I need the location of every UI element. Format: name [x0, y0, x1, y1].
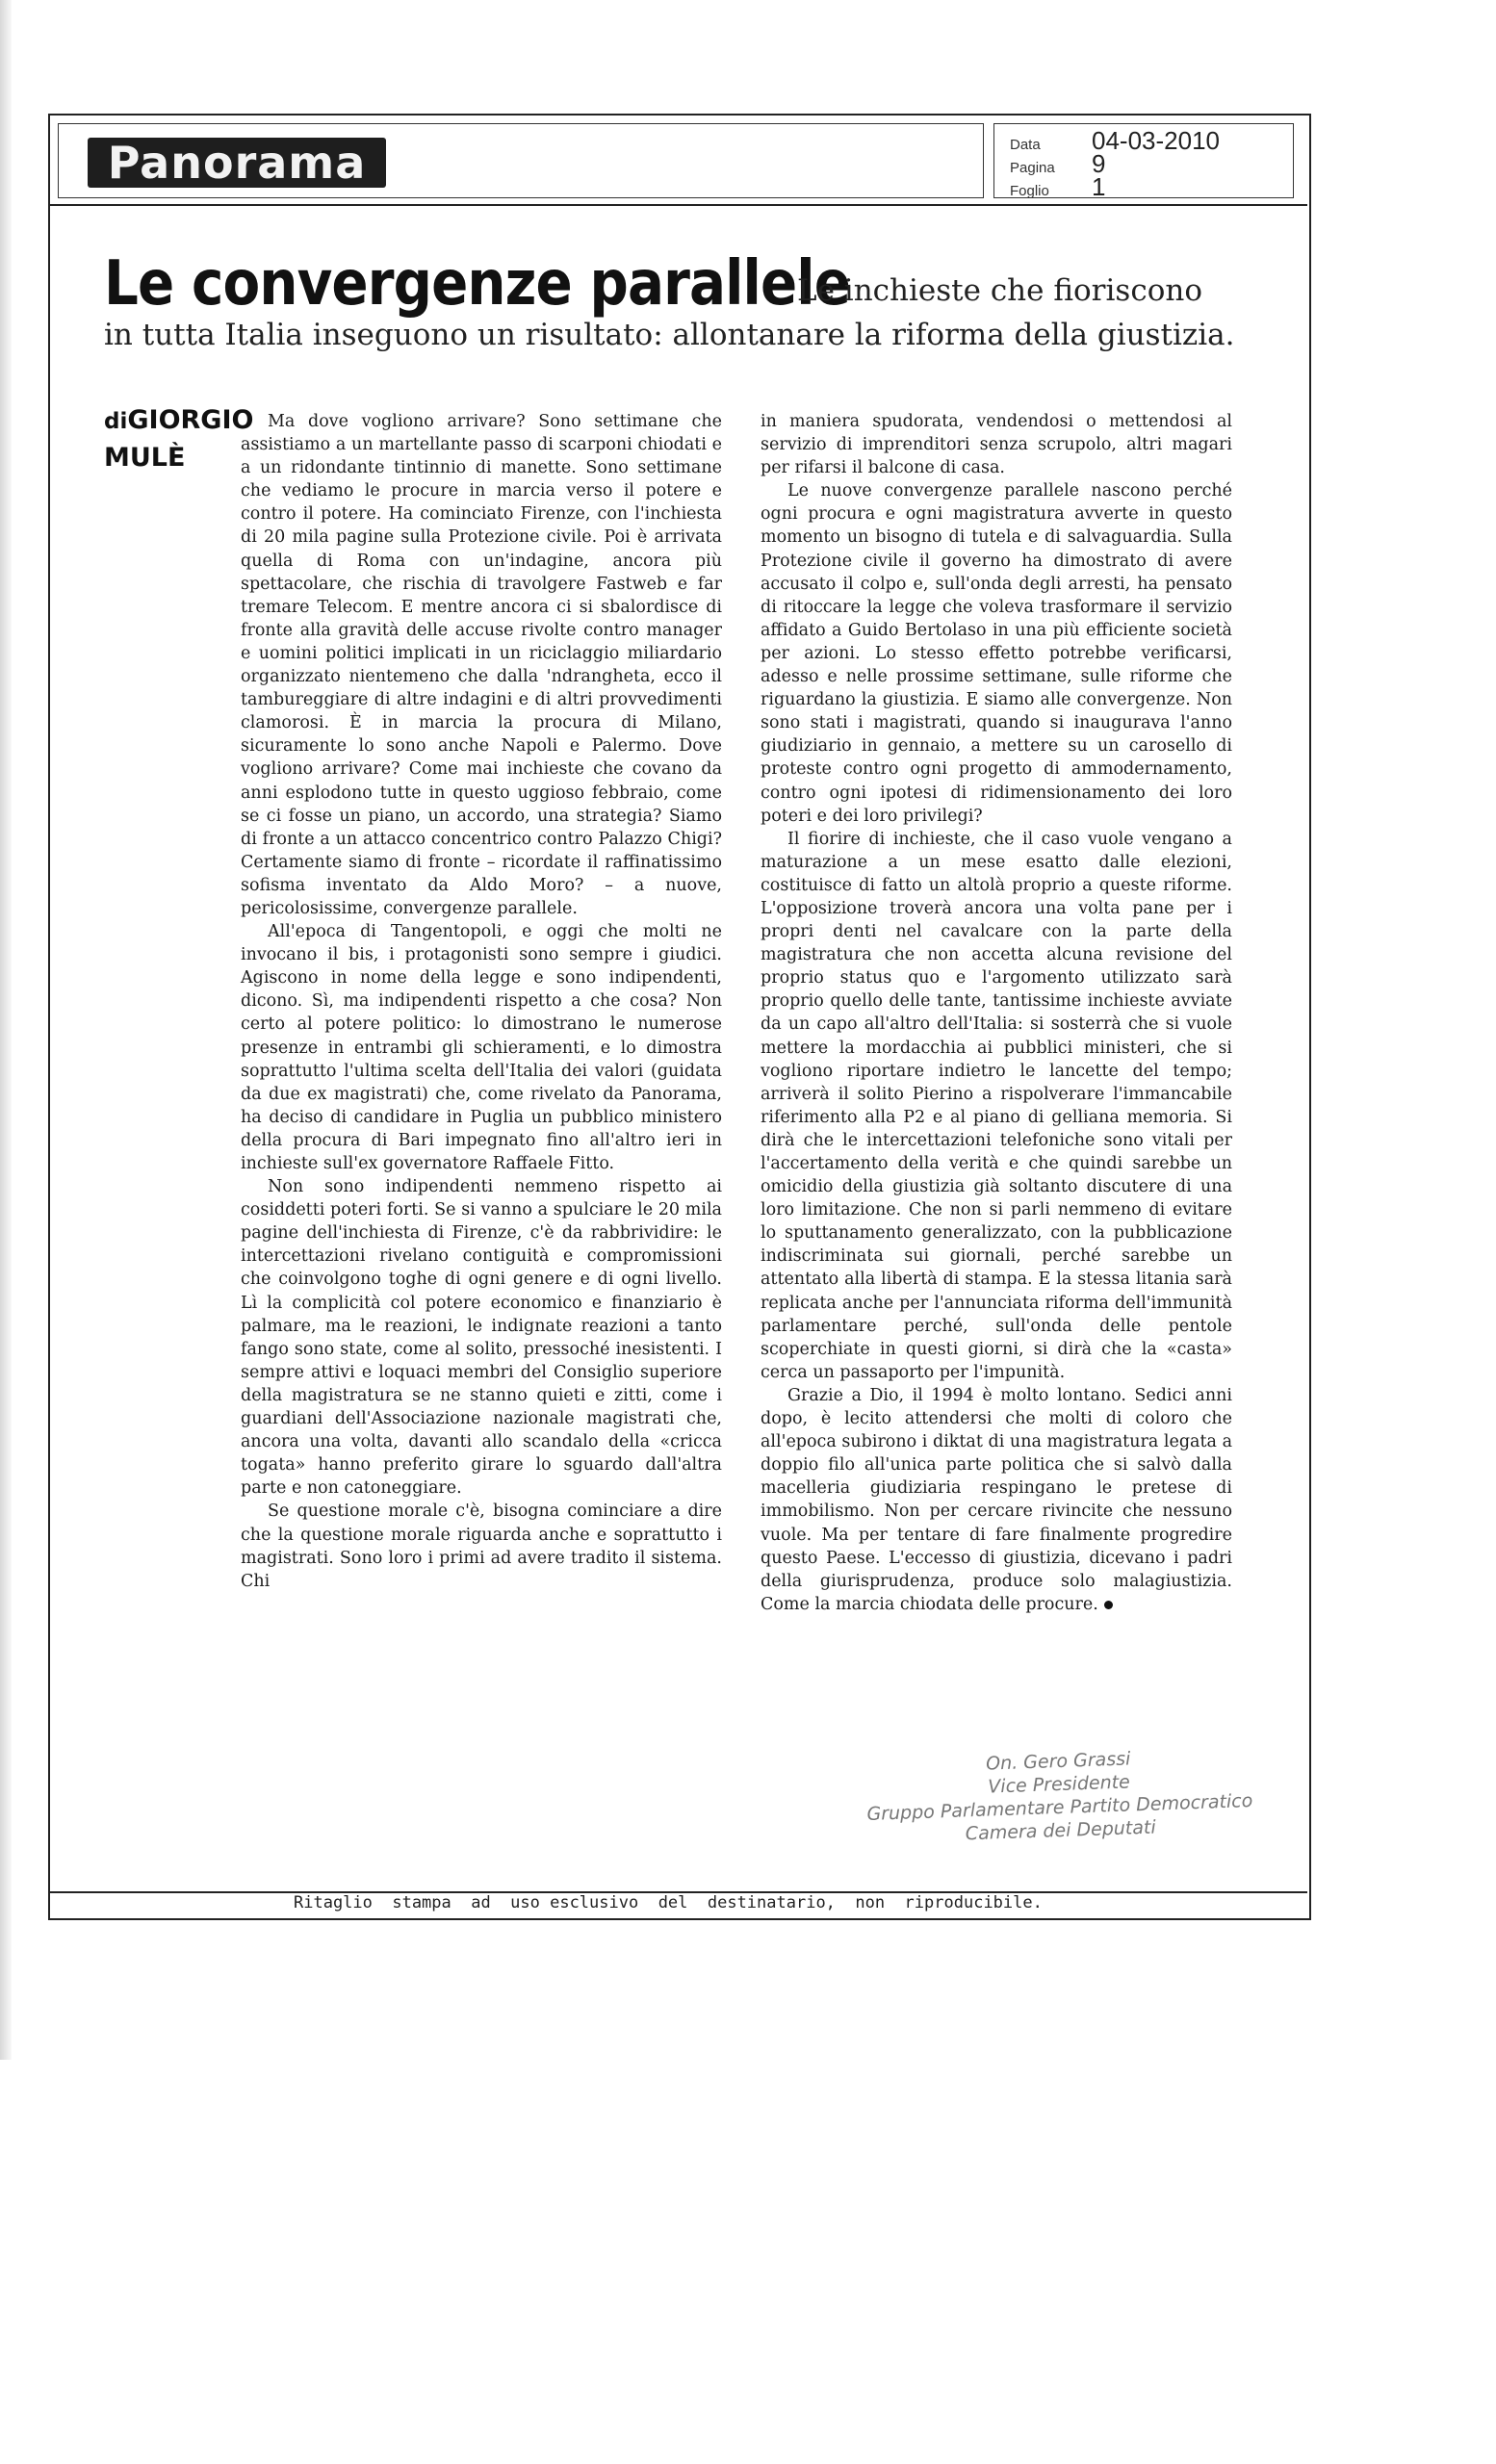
meta-sheet — [1010, 172, 1105, 202]
clipping-meta — [993, 123, 1294, 201]
logo-text: Panorama — [107, 137, 367, 189]
paragraph: Il fiorire di inchieste, che il caso vuole vengano a maturazione a un mese esatto dalle elezioni, costituisce di fatto un altolà proprio a queste riforme. L'opposizione troverà ancora una volta pane per i propri denti nel cavalcare con la parte della magistratura che non accetta alcuna revisione del proprio status quo e l'argomento utilizzato sarà proprio quello delle tante, tantissime inchieste avviate da un capo all'altro dell'Italia: si sosterrà che si vuole mettere la mordacchia ai pubblici ministeri, che si vogliono riportare indietro le lancette del tempo; arriverà il solito Pierino a rispolverare l'immancabile riferimento alla P2 e al piano di gelliana memoria. Si dirà che le intercettazioni telefoniche sono vitali per l'accertamento della verità e che quindi sarebbe un omicidio della giustizia già soltanto discutere di una loro limitazione. Che non si parli nemmeno di evitare lo sputtanamento generalizzato, con la pubblicazione indiscriminata sui giornali, perché sarebbe un attentato alla libertà di stampa. E la stessa litania sarà replicata anche per l'annunciata riforma dell'immunità parlamentare perché, sull'onda delle pentole scoperchiate in questi giorni, si dirà che la «casta» cerca un passaporto per l'impunità. — [761, 829, 1232, 1382]
article-deck-line1: Le inchieste che fioriscono — [797, 273, 1202, 308]
stamp-line1: On. Gero Grassi — [985, 1748, 1131, 1775]
clipping-header — [48, 114, 1307, 206]
headline-block — [104, 248, 1259, 352]
clip-notice: Ritaglio stampa ad uso esclusivo del destinatario, non riproducibile. — [294, 1893, 1043, 1912]
date-value: 04-03-2010 — [1092, 126, 1220, 155]
paragraph: Ma dove vogliono arrivare? Sono settimane che assistiamo a un martellante passo di scarponi chiodati e a un ridondante tintinnio di manette. Sono settimane che vediamo le procure in marcia verso il potere e contro il potere. Ha cominciato Firenze, con l'inchiesta di 20 mila pagine sulla Protezione civile. Poi è arrivata quella di Roma con un'indagine, ancora più spettacolare, che rischia di travolgere Fastweb e far tremare Telecom. E mentre ancora ci si sbalordisce di fronte alla gravità delle accuse rivolte contro manager e uomini politici implicati in un riciclaggio miliardario organizzato nientemeno che dalla 'ndrangheta, ecco il tambureggiare di altre indagini e di altri provvedimenti clamorosi. È in marcia la procura di Milano, sicuramente lo sono anche Napoli e Palermo. Dove vogliono arrivare? Come mai inchieste che covano da anni esplodono tutte in questo uggioso febbraio, come se ci fosse un piano, un accordo, una strategia? Siamo di fronte a un attacco concentrico contro Palazzo Chigi? Certamente siamo di fronte – ricordate il raffinatissimo sofisma inventato da Aldo Moro? – a nuove, pericolosissime, convergenze parallele. — [241, 412, 722, 918]
paragraph: Non sono indipendenti nemmeno rispetto ai cosiddetti poteri forti. Se si vanno a spulciare le 20 mila pagine dell'inchiesta di Firenze, c'è da rabbrividire: le intercettazioni rivelano contiguità e compromissioni che coinvolgono toghe di ogni genere e di ogni livello. Lì la complicità col potere economico e finanziario è palmare, ma le reazioni, le indignate reazioni a tanto fango sono state, come al solito, pressoché inesistenti. I sempre attivi e loquaci membri del Consiglio superiore della magistratura se ne stanno quieti e zitti, come i guardiani dell'Associazione nazionale magistrati che, ancora una volta, davanti allo scandalo della «cricca togata» hanno preferito girare lo sguardo dall'altra parte e non catoneggiare. — [241, 1177, 722, 1499]
byline-last-name: MULÈ — [104, 443, 186, 473]
publication-logo — [88, 138, 386, 188]
paragraph-final-text: Grazie a Dio, il 1994 è molto lontano. Sedici anni dopo, è lecito attendersi che molti di coloro che all'epoca subirono i diktat di una magistratura legata a doppio filo all'unica parte politica che si salvò dalla macelleria giudiziaria respingano le pretese di immobilismo. Non per cercare rivincite che nessuno vuole. Ma per tentare di fare finalmente progredire questo Paese. L'eccesso di giustizia, dicevano i padri della giurisprudenza, produce solo malagiustizia. Come la marcia chiodata delle procure. — [761, 1385, 1232, 1614]
sheet-value: 1 — [1092, 172, 1106, 201]
paragraph: Le nuove convergenze parallele nascono perché ogni procura e ogni magistratura avverte in questo momento un bisogno di tutela e di salvaguardia. Sulla Protezione civile il governo ha dimostrato di avere accusato il colpo e, sull'onda degli arresti, ha pensato di ritoccare la legge che voleva trasformare il servizio affidato a Guido Bertolaso in una più efficiente società per azioni. Lo stesso effetto potrebbe verificarsi, adesso e nelle prossime settimane, sulle riforme che riguardano la giustizia. E siamo alle convergenze. Non sono stati i magistrati, quando si inaugurava l'anno giudiziario in gennaio, a mettere su un carosello di proteste contro ogni progetto di ammodernamento, contro ogni ipotesi di ridimensionamento dei loro poteri e dei loro privilegi? — [761, 481, 1232, 826]
paragraph: All'epoca di Tangentopoli, e oggi che molti ne invocano il bis, i protagonisti sono sempre i giudici. Agiscono in nome della legge e sono indipendenti, dicono. Sì, ma indipendenti rispetto a che cosa? Non certo al potere politico: lo dimostrano le numerose presenze in entrambi gli schieramenti, e lo dimostra soprattutto l'ultima scelta dell'Italia dei valori (guidata da due ex magistrati) che, come rivelato da Panorama, ha deciso di candidare in Puglia un pubblico ministero della procura di Bari impegnato fino all'altro ieri in inchieste sull'ex governatore Raffaele Fitto. — [241, 922, 722, 1173]
paragraph-final — [761, 1384, 1232, 1616]
paragraph: in maniera spudorata, vendendosi o mettendosi al servizio di imprenditori senza scrupolo, altri magari per rifarsi il balcone di casa. — [761, 412, 1232, 478]
end-mark-icon — [1104, 1601, 1113, 1609]
page-label: Pagina — [1010, 160, 1055, 176]
date-label: Data — [1010, 137, 1041, 153]
byline-first-name: GIORGIO — [127, 405, 254, 435]
stamp-line4: Camera dei Deputati — [965, 1816, 1157, 1845]
stamp-line2: Vice Presidente — [987, 1771, 1131, 1798]
sheet-label: Foglio — [1010, 183, 1049, 199]
article-deck-line2: in tutta Italia inseguono un risultato: allontanare la riforma della giustizia. — [104, 318, 1235, 352]
page-value: 9 — [1092, 149, 1106, 178]
scan-edge-shadow — [0, 0, 12, 2060]
article-headline: Le convergenze parallele — [104, 248, 851, 320]
paragraph: Se questione morale c'è, bisogna cominciare a dire che la questione morale riguarda anche e soprattutto i magistrati. Sono loro i primi ad avere tradito il sistema. Chi — [241, 1502, 722, 1591]
logo-box — [58, 123, 984, 198]
stamp-line3: Gruppo Parlamentare Partito Democratico — [866, 1790, 1253, 1825]
byline-prefix: di — [104, 409, 128, 434]
owner-stamp — [864, 1743, 1253, 1849]
byline — [104, 402, 253, 476]
article-column-left — [241, 410, 722, 1593]
article-column-right — [761, 410, 1232, 1616]
